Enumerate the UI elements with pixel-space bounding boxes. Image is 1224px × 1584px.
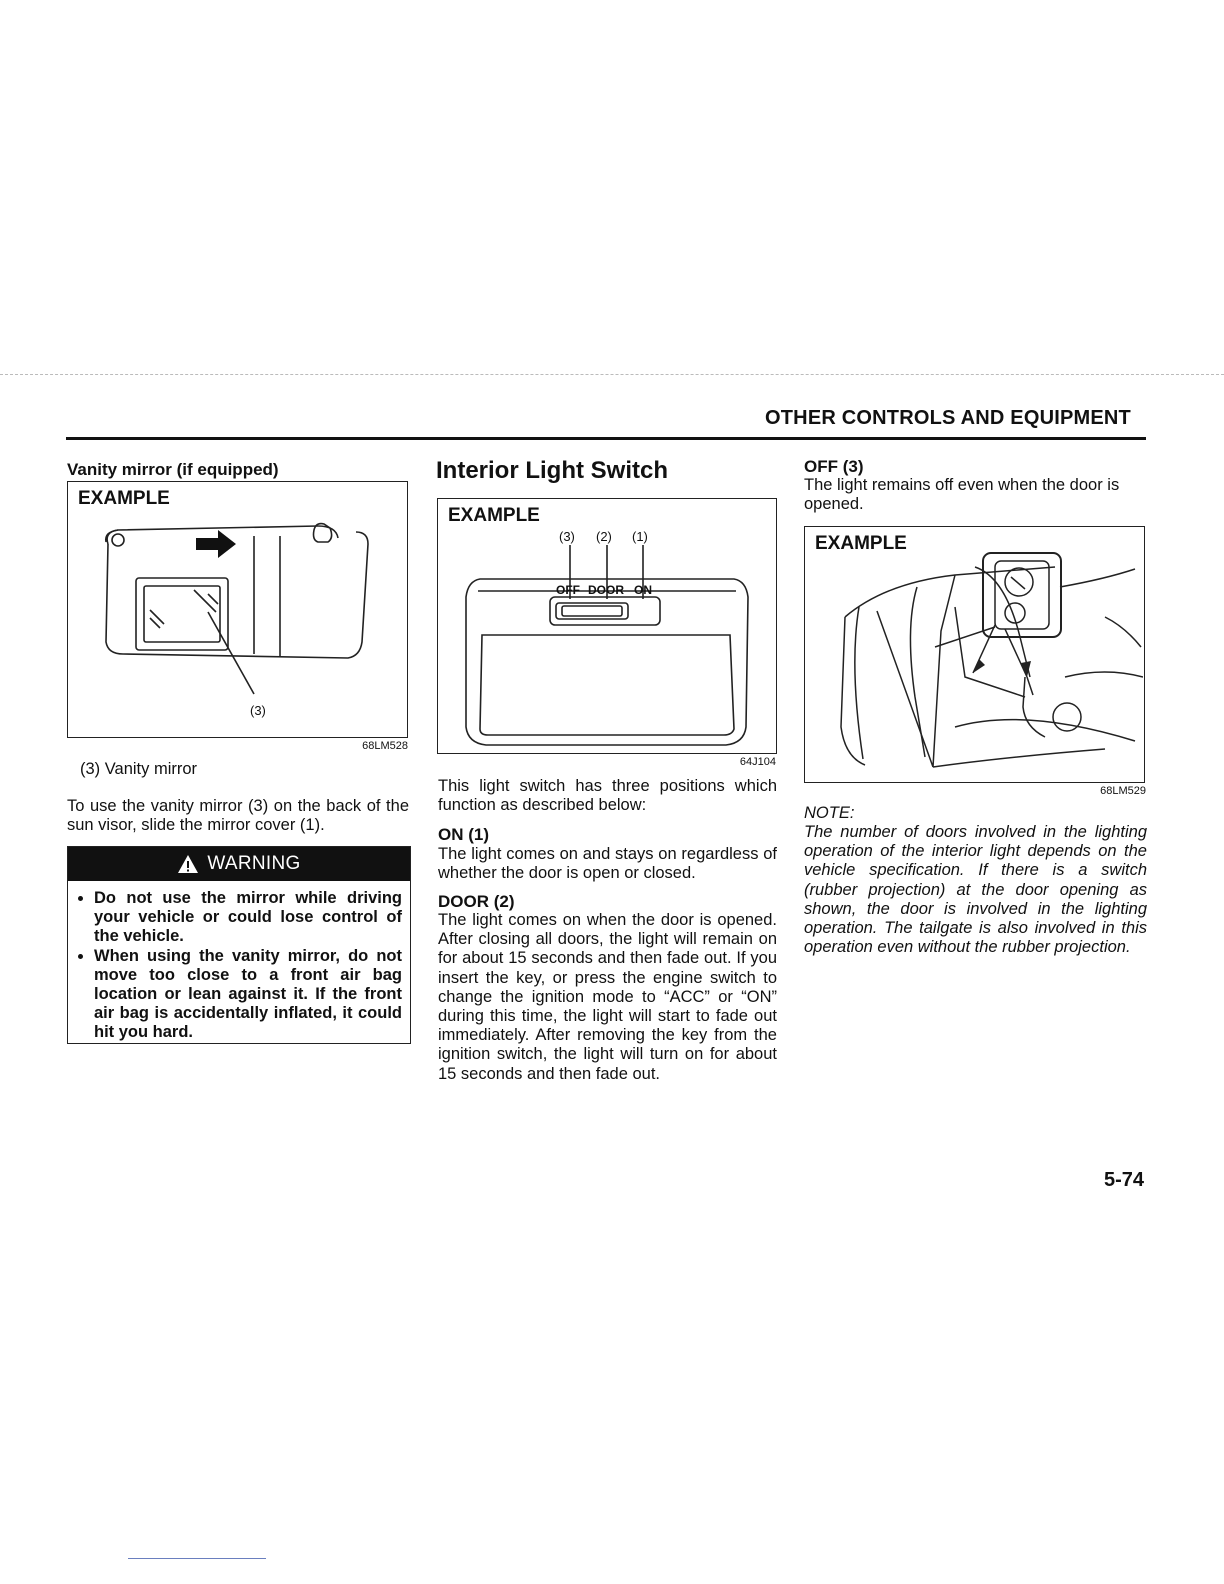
sun-visor-illustration <box>68 482 406 736</box>
scan-artifact-line <box>0 374 1224 376</box>
vanity-mirror-subhead: Vanity mirror (if equipped) <box>67 460 279 479</box>
figure-code: 68LM529 <box>1100 785 1146 797</box>
switch-label-off: OFF <box>556 583 580 597</box>
warning-box <box>67 846 411 1044</box>
figure-caption: (3) Vanity mirror <box>80 760 198 778</box>
warning-item: • Do not use the mirror while driving your vehicle or could lose control of the vehicle. <box>94 889 402 947</box>
callout-3: (3) <box>559 529 575 544</box>
door-opening-illustration <box>805 527 1143 781</box>
on-heading: ON (1) <box>438 825 489 844</box>
switch-intro: This light switch has three positions which function as described below: <box>438 777 777 815</box>
figure-label: EXAMPLE <box>815 533 907 554</box>
note-label: NOTE: <box>804 804 855 822</box>
warning-triangle-icon <box>177 854 199 874</box>
on-text: The light comes on and stays on regardless of whether the door is open or closed. <box>438 845 777 883</box>
figure-label: EXAMPLE <box>448 505 540 526</box>
figure-code: 64J104 <box>739 756 776 768</box>
callout-3: (3) <box>250 703 266 718</box>
interior-light-switch-title: Interior Light Switch <box>436 457 668 484</box>
switch-label-door: DOOR <box>588 583 624 597</box>
switch-label-on: ON <box>634 583 652 597</box>
light-switch-figure <box>437 498 777 754</box>
note-text: The number of doors involved in the lighting operation of the interior light depends on the vehicle specification. If there is a switch (rubber projection) at the door opening as shown, the door is involved in the lighting operation. The tailgate is also involved in this operation even without the rubber projection. <box>804 823 1147 957</box>
callout-1: (1) <box>632 529 648 544</box>
callout-2: (2) <box>596 529 612 544</box>
door-text: The light comes on when the door is opened. After closing all doors, the light will remain on for about 15 seconds and then fade out. If you insert the key, or press the engine switch to change the ignition mode to “ACC” or “ON” during this time, the light will start to fade out immediately. After removing the key from the ignition switch, the light will turn on for about 15 seconds and then fade out. <box>438 911 777 1083</box>
section-title: OTHER CONTROLS AND EQUIPMENT <box>765 407 1131 429</box>
warning-title: WARNING <box>207 853 301 874</box>
off-heading: OFF (3) <box>804 457 864 476</box>
page-number: 5-74 <box>1104 1169 1145 1191</box>
warning-list <box>68 881 410 1049</box>
door-switch-figure <box>804 526 1145 783</box>
door-heading: DOOR (2) <box>438 892 515 911</box>
vanity-mirror-figure <box>67 481 408 738</box>
light-switch-illustration <box>438 499 775 752</box>
figure-code: 68LM528 <box>362 740 408 752</box>
off-text: The light remains off even when the door is opened. <box>804 476 1120 514</box>
warning-header <box>68 847 410 881</box>
footer-line <box>128 1558 266 1559</box>
vanity-mirror-paragraph: To use the vanity mirror (3) on the back of the sun visor, slide the mirror cover (1). <box>67 797 409 835</box>
figure-label: EXAMPLE <box>78 488 170 509</box>
header-rule <box>66 437 1146 440</box>
warning-item: • When using the vanity mirror, do not move too close to a front air bag location or lean against it. If the front air bag is accidentally inflated, it could hit you hard. <box>94 947 402 1043</box>
